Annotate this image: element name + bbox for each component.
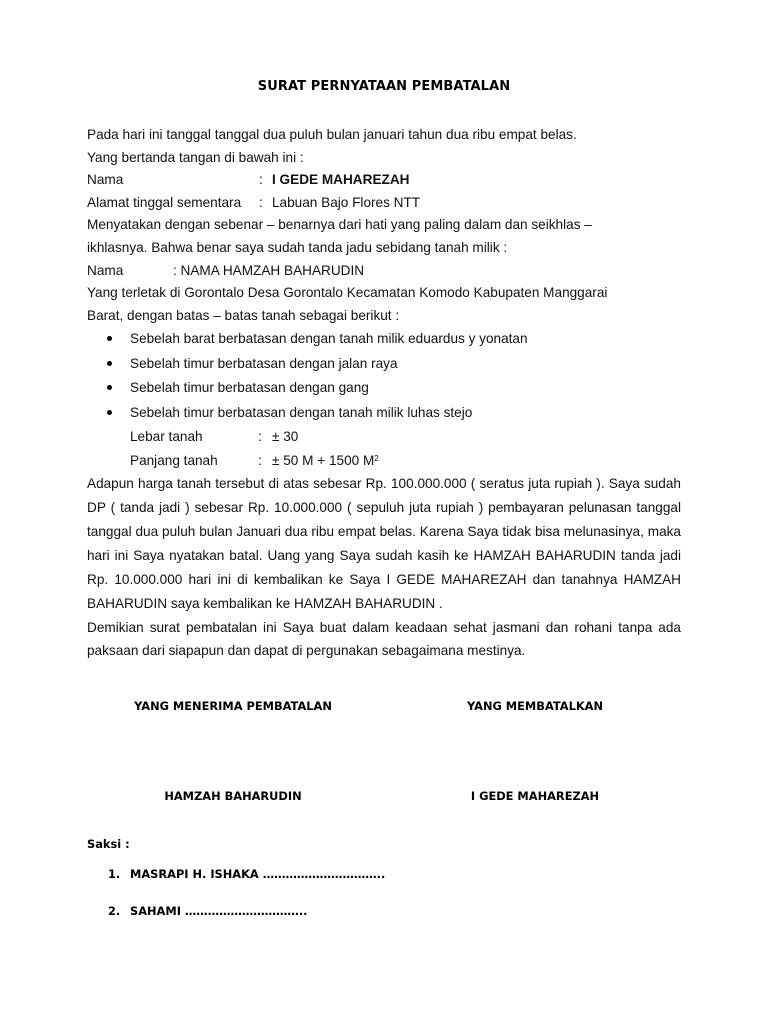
document-title: SURAT PERNYATAAN PEMBATALAN bbox=[257, 79, 511, 94]
land-length-row bbox=[87, 449, 681, 473]
land-length-value: ± 50 M + 1500 M bbox=[272, 452, 375, 468]
witness-text: SAHAMI ………………………….. bbox=[130, 904, 308, 918]
party1-name-label: Nama bbox=[87, 172, 124, 188]
receiver-name: HAMZAH BAHARUDIN bbox=[164, 789, 302, 803]
boundary-item: Sebelah timur berbatasan dengan tanah milik luhas stejo bbox=[87, 401, 681, 426]
land-length-label: Panjang tanah bbox=[130, 452, 218, 468]
intro-line: Pada hari ini tanggal tanggal dua puluh bulan januari tahun dua ribu empat belas. bbox=[87, 127, 577, 142]
witness-number: 1. bbox=[108, 867, 121, 881]
party1-name-value: I GEDE MAHAREZAH bbox=[272, 172, 410, 188]
boundary-list bbox=[87, 327, 681, 425]
price-paragraph: Adapun harga tanah tersebut di atas sebesar Rp. 100.000.000 ( seratus juta rupiah ). Saya sudah DP ( tanda jadi ) sebesar Rp. 10.000.000 ( sepuluh juta rupiah ) pembayaran pelunasan tanggal tanggal dua puluh bulan Januari dua ribu empat belas. Karena Saya tidak bisa melunasinya, maka hari ini Saya nyatakan batal. Uang yang Saya sudah kasih ke HAMZAH BAHARUDIN tanda jadi Rp. 10.000.000 hari ini di kembalikan ke Saya I GEDE MAHAREZAH dan tanahnya HAMZAH BAHARUDIN saya kembalikan ke HAMZAH BAHARUDIN . bbox=[87, 476, 681, 611]
party1-address-colon: : bbox=[259, 194, 263, 210]
party1-name-row bbox=[87, 169, 681, 192]
party1-address-value: Labuan Bajo Flores NTT bbox=[272, 194, 421, 210]
boundary-item: Sebelah barat berbatasan dengan tanah milik eduardus y yonatan bbox=[87, 327, 681, 352]
canceller-name: I GEDE MAHAREZAH bbox=[470, 789, 600, 803]
boundary-item: Sebelah timur berbatasan dengan jalan raya bbox=[87, 352, 681, 377]
declaration-line-1: Menyatakan dengan sebenar – benarnya dari hati yang paling dalam dan seikhlas – bbox=[87, 217, 592, 233]
party2-name-value: : NAMA HAMZAH BAHARUDIN bbox=[173, 262, 365, 278]
land-length-value-wrap bbox=[272, 449, 379, 473]
location-line-1: Yang terletak di Gorontalo Desa Gorontalo Kecamatan Komodo Kabupaten Manggarai bbox=[87, 285, 608, 301]
land-width-row bbox=[87, 425, 681, 449]
party1-name-colon: : bbox=[259, 172, 263, 188]
land-length-colon: : bbox=[258, 452, 262, 468]
closing-paragraph: Demikian surat pembatalan ini Saya buat dalam keadaan sehat jasmani dan rohani tanpa ada paksaan dari siapapun dan dapat di pergunakan sebagaimana mestinya. bbox=[87, 619, 681, 659]
land-width-colon: : bbox=[258, 429, 262, 445]
receiver-heading: YANG MENERIMA PEMBATALAN bbox=[134, 699, 332, 713]
witnesses-label: Saksi : bbox=[87, 837, 130, 851]
canceller-heading: YANG MEMBATALKAN bbox=[466, 699, 604, 713]
witness-item bbox=[108, 904, 307, 918]
letter-body bbox=[87, 124, 681, 663]
land-length-superscript: 2 bbox=[374, 453, 379, 463]
location-line-2: Barat, dengan batas – batas tanah sebagai berikut : bbox=[87, 307, 400, 323]
undersigned-line: Yang bertanda tangan di bawah ini : bbox=[87, 149, 304, 165]
declaration-line-2: ikhlasnya. Bahwa benar saya sudah tanda jadu sebidang tanah milik : bbox=[87, 239, 508, 255]
land-width-label: Lebar tanah bbox=[130, 429, 203, 445]
witness-text: MASRAPI H. ISHAKA ………………………….. bbox=[130, 867, 386, 881]
boundary-item: Sebelah timur berbatasan dengan gang bbox=[87, 376, 681, 401]
witness-item bbox=[108, 867, 385, 881]
party2-name-row bbox=[87, 260, 681, 283]
witness-number: 2. bbox=[108, 904, 121, 918]
party2-name-label: Nama bbox=[87, 262, 124, 278]
party1-address-label: Alamat tinggal sementara bbox=[87, 194, 242, 210]
party1-address-row bbox=[87, 192, 681, 215]
land-width-value: ± 30 bbox=[272, 429, 299, 445]
